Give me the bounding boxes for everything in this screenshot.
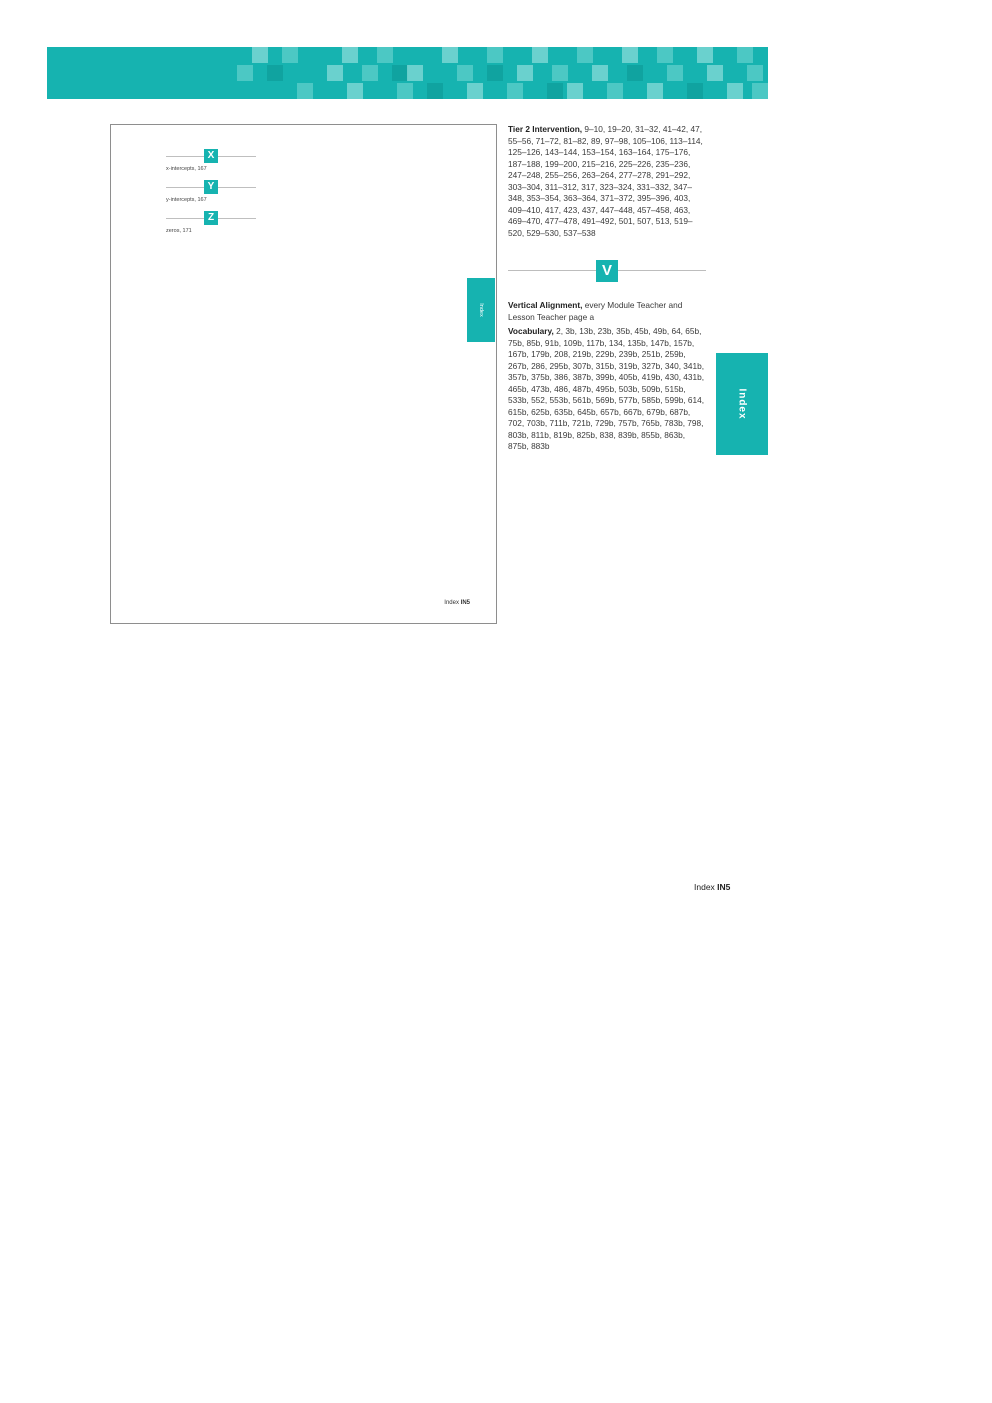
banner-tile: [607, 83, 623, 99]
banner-tile: [547, 83, 563, 99]
index-entry: y-intercepts, 167: [166, 197, 207, 203]
banner-tile: [567, 83, 583, 99]
index-entry-vocabulary: [508, 326, 708, 453]
index-term: Vocabulary,: [508, 326, 554, 336]
section-v: [508, 260, 706, 282]
banner-tile: [622, 47, 638, 63]
banner-tile: [487, 47, 503, 63]
banner-tile: [747, 65, 763, 81]
thumbnail-folio: [444, 600, 470, 606]
banner-tile: [647, 83, 663, 99]
header-banner: [47, 47, 768, 99]
banner-tile: [342, 47, 358, 63]
banner-tile: [442, 47, 458, 63]
index-pages: 9–10, 19–20, 31–32, 41–42, 47, 55–56, 71–72, 81–82, 89, 97–98, 105–106, 113–114, 125–126, 143–144, 153–154, 163–164, 175–176, 187–188, 199–200, 215–216, 225–226, 235–236, 247–248, 255–256, 263–264, 277–278, 291–292, 303–304, 311–312, 317, 323–324, 331–332, 347–348, 353–354, 363–364, 371–372, 395–396, 403, 409–410, 417, 423, 437, 447–448, 457–458, 463, 469–470, 477–478, 491–492, 501, 507, 513, 519–520, 529–530, 537–538: [508, 124, 703, 238]
banner-tile: [752, 83, 768, 99]
banner-tile: [657, 47, 673, 63]
banner-tile: [727, 83, 743, 99]
banner-tile: [237, 65, 253, 81]
thumbnail-index-tab: [467, 278, 495, 342]
banner-tile: [427, 83, 443, 99]
index-pages: 2, 3b, 13b, 23b, 35b, 45b, 49b, 64, 65b, 75b, 85b, 91b, 109b, 117b, 134, 135b, 147b, 157b, 167b, 179b, 208, 219b, 229b, 239b, 251b, 259b, 267b, 286, 295b, 307b, 315b, 319b, 327b, 340, 341b, 357b, 375b, 386, 387b, 399b, 405b, 419b, 430, 431b, 465b, 473b, 486, 487b, 495b, 503b, 509b, 515b, 533b, 552, 553b, 561b, 569b, 577b, 585b, 599b, 614, 615b, 625b, 635b, 645b, 657b, 667b, 679b, 687b, 702, 703b, 711b, 721b, 729b, 757b, 765b, 783b, 798, 803b, 811b, 819b, 825b, 838, 839b, 855b, 863b, 875b, 883b: [508, 326, 705, 451]
banner-tile: [487, 65, 503, 81]
banner-tile: [737, 47, 753, 63]
banner-tile: [347, 83, 363, 99]
banner-tile: [697, 47, 713, 63]
page-folio: [694, 882, 730, 892]
banner-tile: [687, 83, 703, 99]
section-letter: Z: [204, 211, 218, 225]
banner-tile: [327, 65, 343, 81]
banner-tile: [667, 65, 683, 81]
banner-tile: [467, 83, 483, 99]
banner-tile: [577, 47, 593, 63]
banner-tile: [627, 65, 643, 81]
banner-tile: [407, 65, 423, 81]
banner-tile: [592, 65, 608, 81]
banner-tile: [392, 65, 408, 81]
banner-tile: [707, 65, 723, 81]
banner-tile: [267, 65, 283, 81]
banner-tile: [297, 83, 313, 99]
thumbnail-folio-page: IN5: [460, 600, 470, 606]
banner-tile: [377, 47, 393, 63]
banner-tile: [507, 83, 523, 99]
section-letter: V: [596, 260, 618, 282]
index-side-tab: [716, 353, 768, 455]
folio-page: IN5: [717, 882, 731, 892]
banner-tile: [252, 47, 268, 63]
folio-label: Index: [694, 882, 715, 892]
banner-tile: [552, 65, 568, 81]
banner-tile: [457, 65, 473, 81]
banner-tile: [282, 47, 298, 63]
index-term: Tier 2 Intervention,: [508, 124, 583, 134]
banner-tile: [532, 47, 548, 63]
thumbnail-tab-label: Index: [478, 303, 484, 317]
index-entry: zeros, 171: [166, 228, 192, 234]
index-entry: x-intercepts, 167: [166, 166, 207, 172]
thumbnail-folio-label: Index: [444, 600, 459, 606]
index-entry-tier2: [508, 124, 708, 239]
index-term: Vertical Alignment,: [508, 300, 583, 310]
banner-tile: [362, 65, 378, 81]
side-tab-label: Index: [736, 388, 748, 420]
page-thumbnail: [110, 124, 497, 624]
section-letter: X: [204, 149, 218, 163]
section-letter: Y: [204, 180, 218, 194]
index-entry-vertical-alignment: [508, 300, 708, 323]
index-pages: every Module Teacher and Lesson Teacher page a: [508, 300, 683, 322]
banner-tile: [397, 83, 413, 99]
banner-tile: [517, 65, 533, 81]
